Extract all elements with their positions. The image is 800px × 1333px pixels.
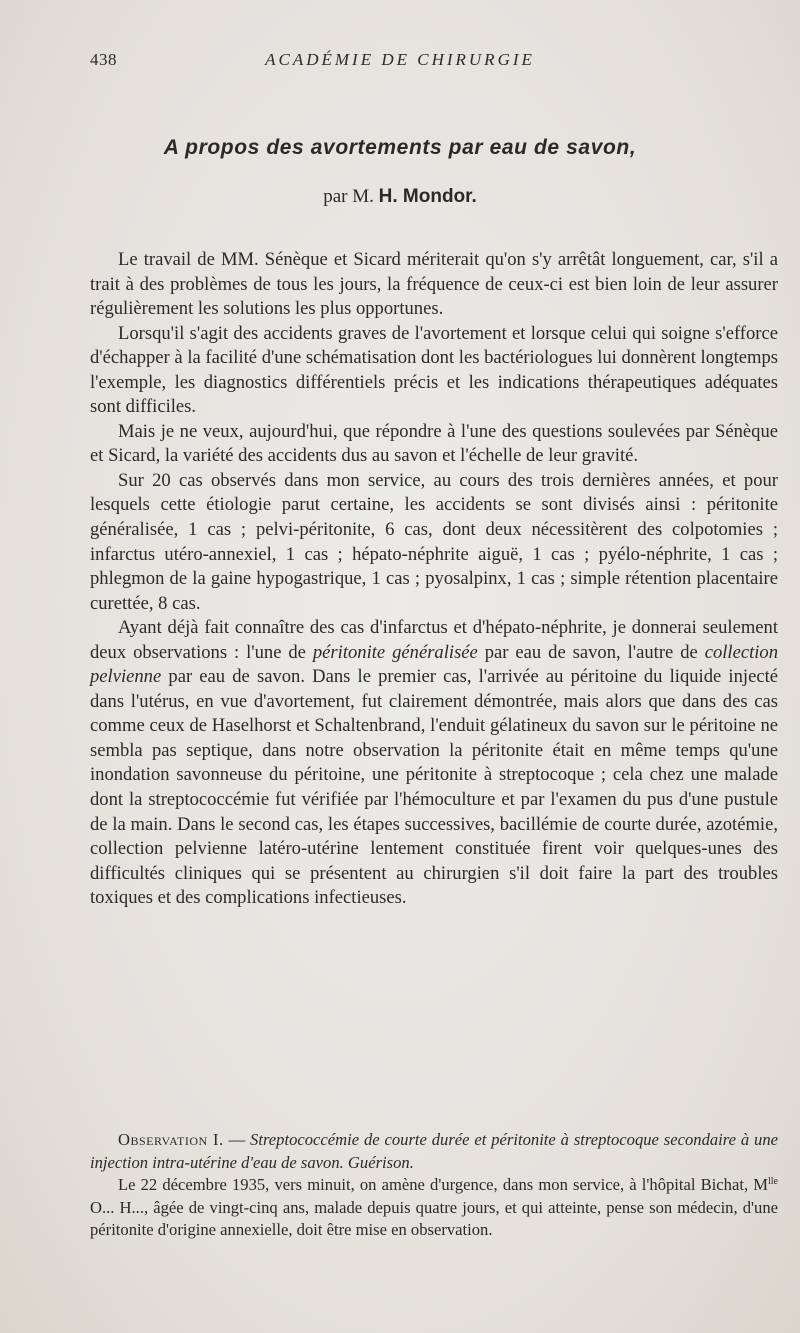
observation-heading <box>90 1129 778 1174</box>
paragraph-2: Lorsqu'il s'agit des accidents graves de l'avortement et lorsque celui qui soigne s'efforce d'échapper à la facilité d'une schématisation dont les bactériologues lui donnèrent longtemps l'exemple, les diagnostics différentiels précis et les indications thérapeutiques adéquates sont difficiles. <box>90 322 778 418</box>
observation-section <box>90 1129 778 1242</box>
observation-text-b: O... H..., âgée de vingt-cinq ans, malade depuis quatre jours, et qui atteinte, pense son médecin, d'une péritonite d'origine annexielle, doit être mise en observation. <box>90 1197 778 1240</box>
observation-title: Streptococcémie de courte durée et péritonite à streptocoque secondaire à une injection intra-utérine d'eau de savon. Guérison. <box>90 1130 778 1172</box>
running-head: ACADÉMIE DE CHIRURGIE <box>265 50 535 69</box>
article-body <box>90 248 778 911</box>
paragraph-4: Sur 20 cas observés dans mon service, au cours des trois dernières années, et pour lesquels cette étiologie parut certaine, les accidents se sont divisés ainsi : péritonite généralisée, 1 cas ; pelvi-péritonite, 6 cas, dont deux nécessitèrent des colpotomies ; infarctus utéro-annexiel, 1 cas ; hépato-néphrite aiguë, 1 cas ; pyélo-néphrite, 1 cas ; phlegmon de la gaine hypogastrique, 1 cas ; pyosalpinx, 1 cas ; simple rétention placentaire curettée, 8 cas. <box>90 469 778 614</box>
author-name: H. Mondor. <box>378 186 477 207</box>
author-prefix: par M. <box>323 186 374 207</box>
article-title: A propos des avortements par eau de savon, <box>163 136 637 159</box>
paragraph-3: Mais je ne veux, aujourd'hui, que répondre à l'une des questions soulevées par Sénèque et Sicard, la variété des accidents dus au savon et l'échelle de leur gravité. <box>90 420 778 467</box>
page-number: 438 <box>90 50 117 69</box>
italic-term-peritonite: péritonite généralisée <box>312 641 478 663</box>
observation-text <box>90 1174 778 1242</box>
observation-text-a: Le 22 décembre 1935, vers minuit, on amène d'urgence, dans mon service, à l'hôpital Bichat, M <box>118 1175 768 1195</box>
paragraph-5-part-b: par eau de savon, l'autre de <box>477 641 705 663</box>
observation-dash: — <box>223 1130 251 1149</box>
page-header <box>90 50 710 74</box>
paragraph-1: Le travail de MM. Sénèque et Sicard mériterait qu'on s'y arrêtât longuement, car, s'il a trait à des problèmes de tous les jours, la fréquence de ceux-ci est bien loin de leur assurer régulièrement les solutions les plus opportunes. <box>90 249 778 320</box>
observation-text-sup: lle <box>768 1176 778 1188</box>
paragraph-5-part-a: Ayant déjà fait connaître des cas d'infarctus et d'hépato-néphrite, je donnerai seulement deux observations : l'une de <box>90 617 778 663</box>
paragraph-5 <box>90 616 778 911</box>
paragraph-5-part-c: par eau de savon. Dans le premier cas, l'arrivée au péritoine du liquide injecté dans l'utérus, en vue d'avortement, fut clairement démontrée, mais alors que dans des cas comme ceux de Haselhorst et Schaltenbrand, l'enduit gélatineux du savon sur le péritoine ne sembla pas septique, dans notre observation la péritonite était en même temps qu'une inondation savonneuse du péritoine, une péritonite à streptocoque ; cela chez une malade dont la streptococcémie fut vérifiée par l'hémoculture et par l'examen du pus d'une pustule de la main. Dans le second cas, les étapes successives, bacillémie de courte durée, azotémie, collection pelvienne latéro-utérine lentement constituée firent voir quelques-unes des difficultés cliniques qui se présentent au chirurgien s'il doit faire la part des troubles toxiques et des complications infectieuses. <box>90 666 778 909</box>
observation-label: Observation I. <box>118 1130 224 1149</box>
italic-term-collection: collection pelvienne <box>90 641 779 688</box>
author-line <box>90 186 710 208</box>
